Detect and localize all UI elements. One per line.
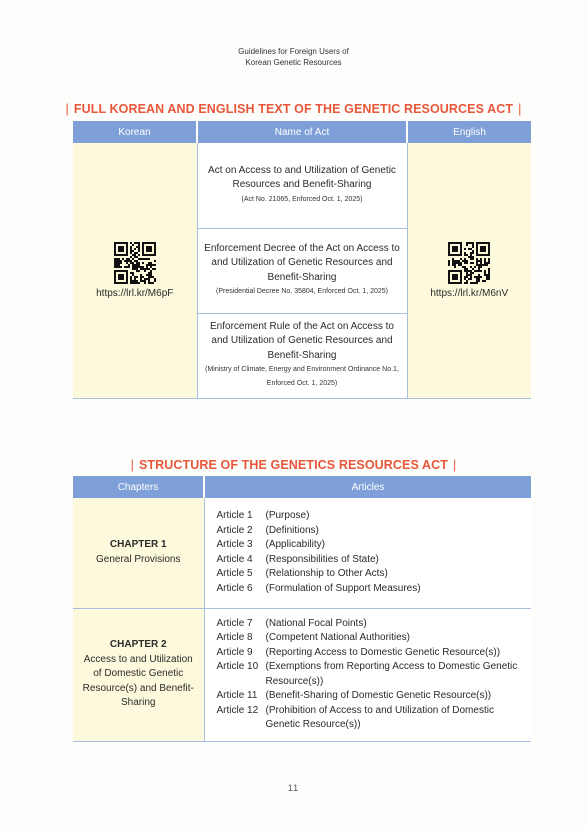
act-note: (Act No. 21065, Enforced Oct. 1, 2025) — [241, 195, 363, 203]
page-number: 11 — [287, 783, 300, 793]
col-english: English — [407, 121, 531, 143]
article-title: (Applicability) — [265, 539, 325, 551]
article-item — [217, 689, 532, 704]
article-number: Article 12 — [216, 704, 259, 716]
article-number: Article 2 — [216, 524, 253, 536]
article-title: (Competent National Authorities) — [265, 632, 411, 643]
article-number: Article 5 — [216, 568, 253, 580]
article-item — [217, 660, 532, 689]
col-korean: Korean — [73, 121, 197, 143]
article-number: Article 9 — [216, 646, 253, 658]
act-row — [197, 228, 407, 313]
article-item — [217, 646, 532, 661]
act-row — [197, 313, 407, 398]
section1-title-text: FULL KOREAN AND ENGLISH TEXT OF THE GENETIC RESOURCES ACT — [73, 102, 514, 116]
article-item — [217, 617, 532, 632]
running-header-line1: Guidelines for Foreign Users of — [238, 47, 349, 56]
article-title: (Prohibition of Access to and Utilization of Domestic Genetic Resource(s)) — [265, 704, 494, 730]
article-title: (Responsibilities of State) — [265, 553, 379, 565]
article-number: Article 8 — [216, 632, 253, 643]
col-chapters: Chapters — [73, 476, 204, 498]
running-header-line2: Korean Genetic Resources — [245, 58, 342, 67]
article-item — [217, 704, 532, 733]
english-link[interactable]: https://lrl.kr/M6nV — [430, 287, 509, 299]
act-name: Act on Access to and Utilization of Genetic Resources and Benefit-Sharing — [208, 164, 396, 191]
act-structure-table — [73, 476, 531, 742]
english-qr-cell — [407, 143, 531, 398]
article-title: (National Focal Points) — [265, 617, 367, 629]
article-title: (Exemptions from Reporting Access to Domestic Genetic Resource(s)) — [265, 661, 518, 687]
article-title: (Purpose) — [265, 510, 310, 522]
chapter-cell — [73, 498, 204, 608]
article-item — [217, 567, 532, 582]
article-number: Article 10 — [216, 661, 259, 672]
article-number: Article 1 — [216, 510, 253, 522]
qr-code-icon[interactable] — [448, 242, 490, 284]
qr-code-icon[interactable] — [114, 242, 156, 284]
col-name-of-act: Name of Act — [197, 121, 407, 143]
running-header — [0, 46, 587, 68]
article-item — [217, 553, 532, 568]
article-title: (Definitions) — [265, 524, 319, 536]
articles-cell — [204, 498, 531, 608]
article-item — [217, 524, 532, 539]
chapter-subtitle: General Provisions — [96, 553, 181, 565]
chapter-cell — [73, 608, 204, 741]
article-title: (Reporting Access to Domestic Genetic Resource(s)) — [265, 646, 501, 658]
act-row — [197, 143, 407, 228]
korean-qr-cell — [73, 143, 197, 398]
article-title: (Formulation of Support Measures) — [265, 582, 421, 594]
chapter-subtitle: Access to and Utilization of Domestic Genetic Resource(s) and Benefit-Sharing — [82, 653, 194, 709]
article-number: Article 3 — [216, 539, 253, 551]
section2-title: | STRUCTURE OF THE GENETICS RESOURCES ACT | — [130, 458, 457, 472]
act-text-table — [73, 121, 531, 399]
article-item — [217, 538, 532, 553]
korean-link[interactable]: https://lrl.kr/M6pF — [96, 287, 174, 299]
article-number: Article 4 — [216, 553, 253, 565]
section2-title-text: STRUCTURE OF THE GENETICS RESOURCES ACT — [138, 458, 448, 472]
chapter-title: CHAPTER 1 — [109, 539, 167, 551]
article-title: (Relationship to Other Acts) — [265, 568, 388, 580]
section1-title: | FULL KOREAN AND ENGLISH TEXT OF THE GENETIC RESOURCES ACT | — [65, 102, 522, 116]
chapter-title: CHAPTER 2 — [109, 639, 167, 651]
act-note: (Presidential Decree No. 35804, Enforced Oct. 1, 2025) — [216, 288, 388, 296]
article-number: Article 7 — [216, 617, 253, 629]
col-articles: Articles — [204, 476, 531, 498]
article-number: Article 11 — [216, 690, 258, 701]
act-name: Enforcement Decree of the Act on Access to and Utilization of Genetic Resources and Benefit-Sharing — [204, 242, 400, 283]
act-name: Enforcement Rule of the Act on Access to and Utilization of Genetic Resources and Benefit-Sharing — [210, 320, 394, 361]
article-number: Article 6 — [216, 582, 253, 594]
article-title: (Benefit-Sharing of Domestic Genetic Resource(s)) — [265, 690, 492, 701]
articles-cell — [204, 608, 531, 741]
article-item — [217, 582, 532, 597]
article-item — [217, 509, 532, 524]
act-note: (Ministry of Climate, Energy and Environment Ordinance No.1, Enforced Oct. 1, 2025) — [205, 366, 399, 388]
article-item — [217, 631, 532, 646]
